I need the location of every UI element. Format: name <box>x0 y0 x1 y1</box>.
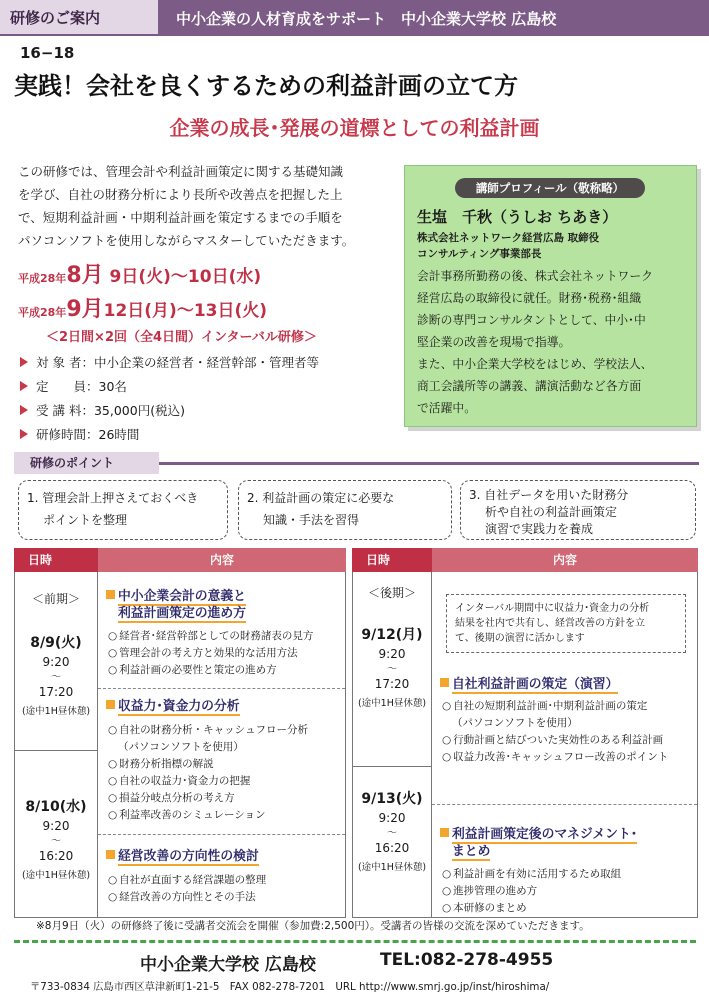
topic-item: ○ 管理会計の考え方と効果的な活用方法 <box>108 645 313 662</box>
instructor-name: 生塩 千秋（うしお ちあき） <box>417 208 618 226</box>
topic-item: ○ 利益率改善のシミュレーション <box>108 807 308 824</box>
topic-heading <box>440 676 618 693</box>
day-break: (途中1H昼休憩) <box>21 870 91 881</box>
course-code: 16−18 <box>20 44 75 62</box>
points-heading: 研修のポイント <box>14 452 159 474</box>
day-divider <box>353 766 431 767</box>
date-column <box>14 572 98 918</box>
day-end: 16:20 <box>38 849 74 863</box>
day-wave: 〜 <box>387 664 397 675</box>
bio-line: また、中小企業大学校をはじめ、学校法人、 <box>417 357 653 371</box>
page-title: 実践！会社を良くするための利益計画の立て方 <box>14 72 518 100</box>
triangle-bullet-icon <box>20 357 28 367</box>
triangle-bullet-icon <box>20 381 28 391</box>
info-label: 対 象 者 <box>36 355 82 370</box>
phase-label: ＜前期＞ <box>31 592 80 606</box>
instructor-bio <box>417 265 692 419</box>
day-break: (途中1H昼休憩) <box>21 706 91 717</box>
point-line: 析や自社の利益計画策定 <box>485 505 618 519</box>
footer-divider <box>14 940 696 943</box>
info-list <box>20 350 380 446</box>
date-line-1 <box>18 258 261 289</box>
topic-title: 自社利益計画の策定（演習） <box>452 677 619 692</box>
content-divider <box>432 804 697 805</box>
info-row-capacity <box>20 374 380 398</box>
day-break: (途中1H昼休憩) <box>357 698 427 709</box>
page-subtitle: 企業の成長･発展の道標としての利益計画 <box>169 116 540 140</box>
bio-line: 商工会議所等の講義、講演活動など各方面 <box>417 379 642 393</box>
point-box-2 <box>238 480 452 540</box>
point-box-3 <box>460 480 696 540</box>
point-box-1 <box>18 480 228 540</box>
topic-item: ○ 経営改善の方向性とその手法 <box>108 889 266 906</box>
points-divider <box>159 462 699 465</box>
topic-title: 経営改善の方向性の検討 <box>118 849 259 864</box>
header-banner <box>0 0 709 36</box>
point-line: 3. 自社データを用いた財務分 <box>469 488 629 502</box>
info-value: ：中小企業の経営者・経営幹部・管理者等 <box>81 355 319 370</box>
info-label: 受 講 料 <box>36 403 82 418</box>
bio-line: 経営広島の取締役に就任。財務･税務･組織 <box>417 291 642 305</box>
topic-heading <box>440 826 637 860</box>
day-wave: 〜 <box>51 672 61 683</box>
topic-item: ○ 財務分析指標の解説 <box>108 756 308 773</box>
day-date: 8/9(火) <box>30 635 82 651</box>
date-month: 9月 <box>66 297 104 322</box>
point-line: 2. 利益計画の策定に必要な <box>247 491 395 505</box>
point-line: 知識・手法を習得 <box>263 513 360 527</box>
topic-item: （パソコンソフトを使用） <box>452 717 578 729</box>
topic-item: ○ 自社の短期利益計画･中期利益計画の策定 <box>442 698 668 715</box>
topic-item: ○ 本研修のまとめ <box>442 900 621 917</box>
day-end: 17:20 <box>374 677 410 691</box>
square-bullet-icon <box>440 678 449 687</box>
topic-item: ○ 自社が直面する経営課題の整理 <box>108 872 266 889</box>
topic-title: 収益力･資金力の分析 <box>118 699 240 714</box>
day-break: (途中1H昼休憩) <box>357 862 427 873</box>
topic-heading <box>106 588 246 622</box>
header-date: 日時 <box>352 548 432 572</box>
interval-line: 結果を社内で共有し、経営改善の方針を立 <box>455 618 645 629</box>
instructor-affiliation <box>417 230 599 262</box>
header-content: 内容 <box>98 548 346 572</box>
point-line: 1. 管理会計上押さえておくべき <box>27 491 199 505</box>
day-end: 16:20 <box>374 841 410 855</box>
topic-item: ○ 行動計画と結びついた実効性のある利益計画 <box>442 732 668 749</box>
topic-item: ○ 利益計画を有効に活用するため取組 <box>442 866 621 883</box>
header-date: 日時 <box>14 548 98 572</box>
info-row-hours <box>20 422 380 446</box>
header-content: 内容 <box>432 548 698 572</box>
intro-line: この研修では、管理会計や利益計画策定に関する基礎知識 <box>18 164 344 179</box>
info-label: 研修時間 <box>36 427 87 442</box>
topic-item: ○ 利益計画の必要性と策定の進め方 <box>108 662 313 679</box>
info-row-target <box>20 350 380 374</box>
intro-line: で、短期利益計画・中期利益計画を策定するまでの手順を <box>18 210 343 225</box>
intro-text <box>18 160 393 252</box>
phase-label: ＜後期＞ <box>367 586 416 600</box>
square-bullet-icon <box>106 700 115 709</box>
date-range: 12日(月)〜13日(火) <box>103 301 268 321</box>
footnote: ※8月9日（火）の研修終了後に受講者交流会を開催（参加費:2,500円）。受講者の皆様の交流を深めていただきます。 <box>36 920 590 932</box>
date-range: 9日(火)〜10日(水) <box>103 267 262 287</box>
affiliation-line: コンサルティング事業部長 <box>417 248 542 260</box>
day-block-9-12 <box>353 626 431 713</box>
interval-box <box>446 594 686 653</box>
square-bullet-icon <box>440 828 449 837</box>
bio-line: 診断の専門コンサルタントとして、中小･中 <box>417 313 646 327</box>
topic-heading <box>106 848 259 865</box>
profile-heading: 講師プロフィール（敬称略） <box>455 178 645 198</box>
date-line-2 <box>18 292 267 323</box>
intro-line: パソコンソフトを使用しながらマスターしていただきます。 <box>18 233 355 248</box>
topic-title: まとめ <box>452 844 491 859</box>
square-bullet-icon <box>106 590 115 599</box>
schedule-first-term <box>14 548 346 918</box>
topic-item: ○ 自社の収益力･資金力の把握 <box>108 773 308 790</box>
day-start: 9:20 <box>42 819 70 833</box>
day-start: 9:20 <box>42 655 70 669</box>
info-value: ：26時間 <box>86 427 140 442</box>
info-row-fee <box>20 398 380 422</box>
day-end: 17:20 <box>38 685 74 699</box>
day-wave: 〜 <box>387 828 397 839</box>
content-column <box>432 572 698 918</box>
topic-item: ○ 経営者･経営幹部としての財務諸表の見方 <box>108 628 313 645</box>
day-date: 9/12(月) <box>361 627 423 643</box>
bio-line: 堅企業の改善を現場で指導。 <box>417 335 571 349</box>
day-block-8-10 <box>15 798 97 885</box>
info-value: ：30名 <box>86 379 127 394</box>
schedule-header <box>14 548 346 572</box>
day-start: 9:20 <box>378 811 406 825</box>
day-divider <box>15 750 97 751</box>
square-bullet-icon <box>106 850 115 859</box>
intro-line: を学び、自社の財務分析により長所や改善点を把握した上 <box>18 187 343 202</box>
topic-item: ○ 自社の財務分析・キャッシュフロー分析 <box>108 722 308 739</box>
info-value: ：35,000円(税込) <box>81 403 185 418</box>
schedule-header <box>352 548 698 572</box>
topic-items <box>108 722 308 824</box>
date-month: 8月 <box>66 263 104 288</box>
topic-heading <box>106 698 240 715</box>
footer-address: 〒733-0834 広島市西区草津新町1-21-5 FAX 082-278-7201 URL http://www.smrj.go.jp/inst/hiroshima/ <box>30 981 550 993</box>
info-label: 定 員 <box>36 379 87 394</box>
footer-school-name: 中小企業大学校 広島校 <box>140 955 316 975</box>
topic-items <box>108 628 313 679</box>
day-block-8-9 <box>15 634 97 721</box>
topic-title: 利益計画策定後のマネジメント･ <box>452 827 638 842</box>
date-era: 平成28年 <box>18 306 67 319</box>
day-date: 9/13(火) <box>361 791 423 807</box>
triangle-bullet-icon <box>20 405 28 415</box>
interval-line: インターバル期間中に収益力･資金力の分析 <box>455 603 650 614</box>
day-date: 8/10(水) <box>25 799 87 815</box>
day-wave: 〜 <box>51 836 61 847</box>
interval-note: ＜2日間×2回（全4日間）インターバル研修＞ <box>46 330 317 345</box>
topic-title: 利益計画策定の進め方 <box>118 606 246 621</box>
content-divider <box>98 834 345 835</box>
day-block-9-13 <box>353 790 431 877</box>
point-line: 演習で実践力を養成 <box>485 522 594 536</box>
bio-line: 会計事務所勤務の後、株式会社ネットワーク <box>417 269 653 283</box>
affiliation-line: 株式会社ネットワーク経営広島 取締役 <box>417 232 600 244</box>
topic-items <box>442 698 668 766</box>
bio-line: で活躍中。 <box>417 401 476 415</box>
content-divider <box>98 688 345 689</box>
interval-line: て、後期の演習に活かします <box>455 633 585 644</box>
topic-items <box>442 866 621 917</box>
topic-item: （パソコンソフトを使用） <box>118 741 244 753</box>
topic-title: 中小企業会計の意義と <box>118 589 246 604</box>
topic-items <box>108 872 266 906</box>
header-banner-text: 中小企業の人材育成をサポート 中小企業大学校 広島校 <box>158 0 709 36</box>
point-line: ポイントを整理 <box>43 513 128 527</box>
date-era: 平成28年 <box>18 272 67 285</box>
content-column <box>98 572 346 918</box>
topic-item: ○ 損益分岐点分析の考え方 <box>108 790 308 807</box>
day-start: 9:20 <box>378 647 406 661</box>
triangle-bullet-icon <box>20 429 28 439</box>
schedule-second-term <box>352 548 698 918</box>
header-tag: 研修のご案内 <box>0 0 158 36</box>
topic-item: ○ 進捗管理の進め方 <box>442 883 621 900</box>
date-column <box>352 572 432 918</box>
footer-tel: TEL:082-278-4955 <box>380 950 554 970</box>
topic-item: ○ 収益力改善･キャッシュフロー改善のポイント <box>442 749 668 766</box>
instructor-profile <box>404 165 697 427</box>
